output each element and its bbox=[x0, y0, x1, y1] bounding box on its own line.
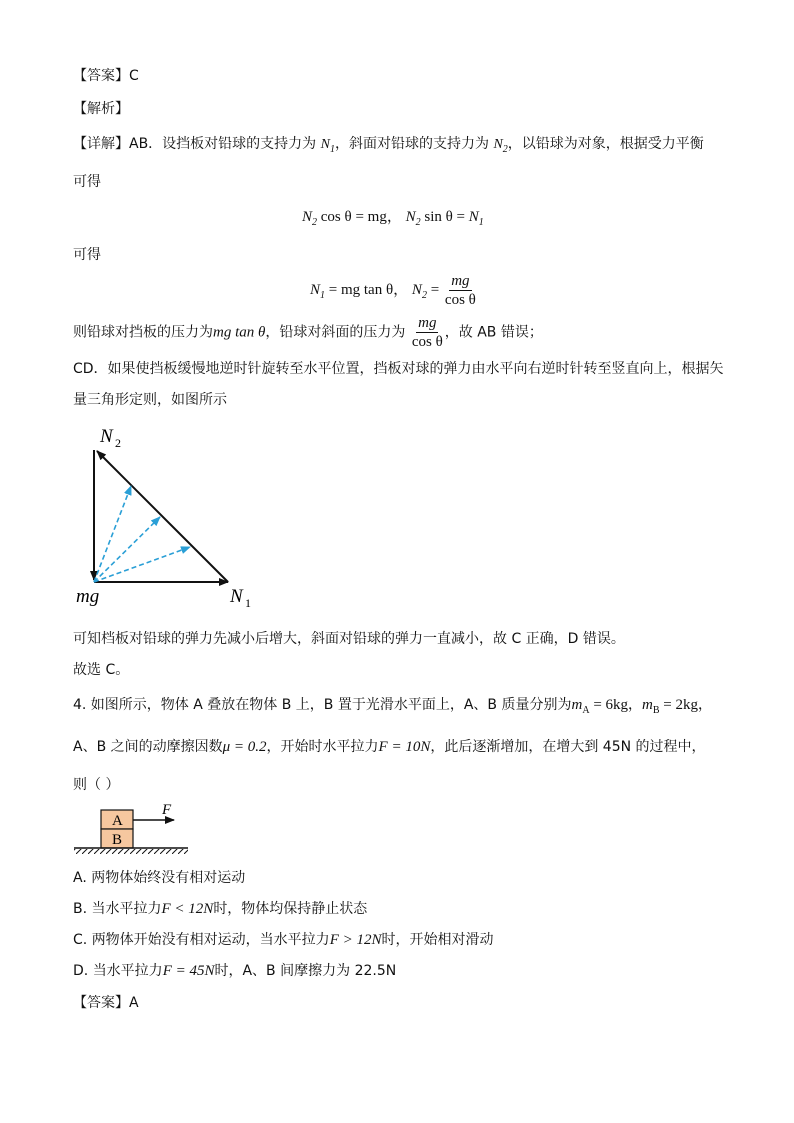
option-a: A. 两物体始终没有相对运动 bbox=[73, 870, 246, 886]
kede-line: 可得 bbox=[73, 247, 101, 263]
q4-line-2: A、B 之间的动摩擦因数μ = 0.2，开始时水平拉力F = 10N，此后逐渐增加，在增大到 45N 的过程中， bbox=[73, 739, 706, 755]
option-d: D. 当水平拉力F = 45N时，A、B 间摩擦力为 22.5N bbox=[73, 963, 397, 979]
detail-kede: 可得 bbox=[73, 174, 101, 190]
answer-line-2: 【答案】A bbox=[73, 995, 139, 1011]
analysis-label: 【解析】 bbox=[73, 101, 129, 117]
pressure-line: 则铅球对挡板的压力为mg tan θ，铅球对斜面的压力为 $\frac{mg}{\text{cos θ}}$ ，故 AB 错误； bbox=[73, 315, 543, 350]
q4-line-1: 4. 如图所示，物体 A 叠放在物体 B 上，B 置于光滑水平面上，A、B 质量分别为$m_A = 6kg$，$m_B = 2kg$， bbox=[73, 697, 713, 716]
choose-line: 故选 C。 bbox=[73, 662, 130, 678]
option-c: C. 两物体开始没有相对运动，当水平拉力F > 12N时，开始相对滑动 bbox=[73, 932, 494, 948]
q4-line-3: 则（ ） bbox=[73, 777, 120, 793]
dashed-vector-3 bbox=[94, 547, 190, 582]
cd-line-2: 量三角形定则，如图所示 bbox=[73, 392, 227, 408]
mg-label: mg bbox=[76, 586, 100, 607]
equation-2: $N_1$ = mg tan θ， $N_2$ = $\frac{mg}{\text{cos θ}}$ bbox=[310, 273, 476, 308]
conclusion-line: 可知档板对铅球的弹力先减小后增大，斜面对铅球的弹力一直减小，故 C 正确，D 错误。 bbox=[73, 631, 625, 647]
n1-label: N bbox=[230, 586, 243, 607]
svg-text:2: 2 bbox=[115, 436, 121, 450]
blocks-figure bbox=[70, 800, 195, 858]
dashed-vector-2 bbox=[94, 517, 160, 582]
answer-line bbox=[73, 66, 139, 86]
answer-value: C bbox=[129, 68, 139, 84]
n2-label: N bbox=[100, 426, 113, 447]
answer-label: 【答案】 bbox=[73, 68, 129, 84]
option-b: B. 当水平拉力F < 12N时，物体均保持静止状态 bbox=[73, 901, 368, 917]
dashed-vector-1 bbox=[94, 486, 131, 582]
svg-text:1: 1 bbox=[245, 596, 251, 610]
svg-text:A: A bbox=[112, 813, 123, 829]
n2-vector bbox=[97, 451, 228, 582]
detail-line: 【详解】AB．设挡板对铅球的支持力为 $N_1$，斜面对铅球的支持力为 $N_2$，以铅球为对象，根据受力平衡 bbox=[73, 136, 704, 155]
equation-1: $N_2$ cos θ = mg， $N_2$ $\sin \theta = N_1$ bbox=[302, 209, 484, 228]
vector-triangle-figure bbox=[70, 420, 260, 615]
cd-line-1: CD．如果使挡板缓慢地逆时针旋转至水平位置，挡板对球的弹力由水平向右逆时针转至竖直向上，根据矢 bbox=[73, 361, 724, 377]
svg-text:F: F bbox=[162, 802, 172, 818]
svg-text:B: B bbox=[112, 832, 123, 848]
